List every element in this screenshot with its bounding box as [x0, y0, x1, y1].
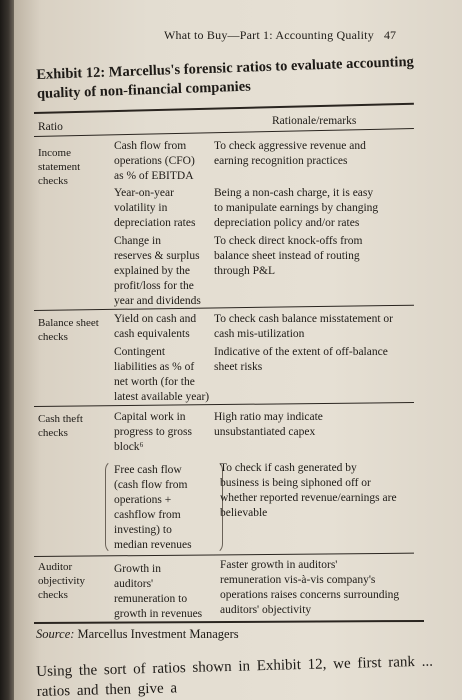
row-divider-1 — [34, 305, 414, 311]
table-bottom-rule — [34, 620, 424, 624]
rationale-cash-yield: To check cash balance misstatement or cash mis-utilization — [214, 313, 393, 340]
ratio-cash-yield: Yield on cash and cash equivalents — [114, 313, 197, 340]
page-number: 47 — [384, 28, 396, 42]
category-balance-sheet: Balance sheet checks — [38, 317, 99, 343]
exhibit-title — [36, 52, 437, 104]
rationale-contingent-liabilities: Indicative of the extent of off-balance sheet risks — [214, 346, 388, 373]
exhibit-title-line2: quality of non-financial companies — [36, 78, 252, 102]
ratio-depreciation-volatility: Year-on-year volatility in depreciation rates — [114, 187, 196, 229]
row-divider-3 — [34, 553, 414, 557]
row-divider-2 — [34, 402, 414, 407]
header-bottom-rule — [34, 128, 414, 137]
ratio-cwip-gross-block: Capital work in progress to gross block⁶ — [114, 411, 192, 453]
body-paragraph: Using the sort of ratios shown in Exhibit 12, we first rank ... ratios and then give a — [36, 653, 434, 700]
rationale-reserves-change: To check direct knock-offs from balance sheet instead of routing through P&L — [214, 235, 363, 277]
rationale-depreciation-volatility: Being a non-cash charge, it is easy to manipulate earnings by changing depreciation policy and/or rates — [214, 187, 379, 229]
running-head: What to Buy—Part 1: Accounting Quality — [164, 28, 374, 42]
exhibit-title-line1: Exhibit 12: Marcellus's forensic ratios to evaluate accounting — [36, 53, 415, 83]
source-note — [36, 627, 239, 642]
source-text: Marcellus Investment Managers — [77, 627, 239, 641]
ratio-auditor-remuneration: Growth in auditors' remuneration to growth in revenues — [114, 563, 203, 620]
ratio-reserves-change: Change in reserves & surplus explained by the profit/loss for the year and dividends — [114, 235, 201, 307]
book-page — [14, 0, 462, 700]
rationale-free-cash-flow: To check if cash generated by business is being siphoned off or whether reported revenue/earnings are believable — [220, 462, 397, 519]
ratio-contingent-liabilities: Contingent liabilities as % of net worth (for the latest available year) — [114, 346, 210, 403]
category-income-statement: Income statement checks — [38, 147, 81, 187]
source-label: Source: — [36, 627, 75, 641]
category-auditor-objectivity: Auditor objectivity checks — [38, 561, 86, 601]
ratio-cfo-ebitda: Cash flow from operations (CFO) as % of EBITDA — [114, 140, 195, 182]
ratio-free-cash-flow: Free cash flow (cash flow from operations + cashflow from investing) to median revenues — [114, 464, 192, 551]
header-ratio: Ratio — [38, 121, 63, 133]
rationale-auditor-remuneration: Faster growth in auditors' remuneration vis-à-vis company's operations raises concerns surrounding auditors' objectivity — [220, 559, 400, 616]
category-cash-theft: Cash theft checks — [38, 413, 83, 439]
rationale-cfo-ebitda: To check aggressive revenue and earning recognition practices — [214, 140, 366, 167]
header-rationale: Rationale/remarks — [272, 115, 357, 127]
rationale-cwip-gross-block: High ratio may indicate unsubstantiated capex — [214, 411, 323, 438]
book-gutter-shadow — [0, 0, 14, 700]
table-top-rule — [34, 103, 414, 114]
